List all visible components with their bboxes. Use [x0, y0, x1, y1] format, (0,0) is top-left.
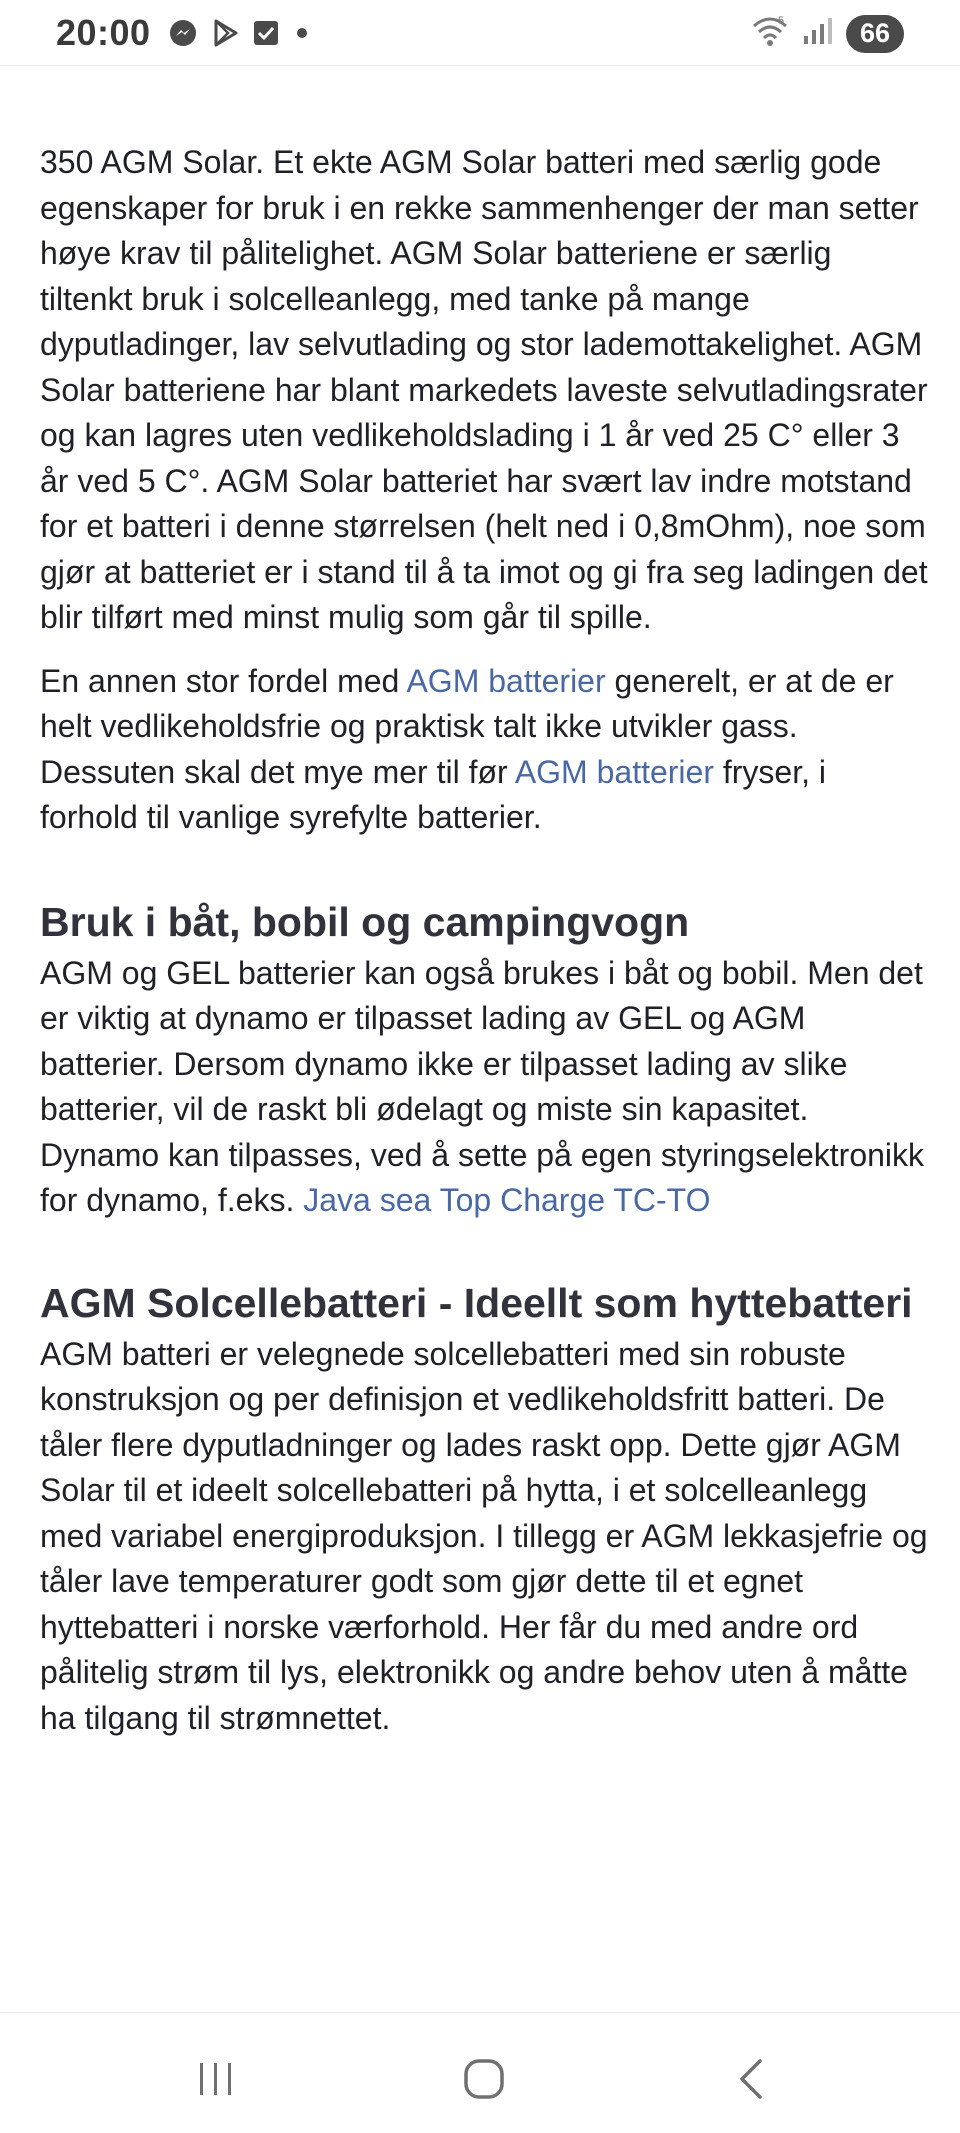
- agm-batteries-link-1[interactable]: AGM batterier: [406, 662, 606, 699]
- boat-heading: Bruk i båt, bobil og campingvogn: [40, 898, 690, 945]
- article-content: [40, 140, 930, 1741]
- messenger-icon: [168, 18, 198, 48]
- system-icons: [750, 14, 904, 53]
- boat-text: AGM og GEL batterier kan også brukes i båt og bobil. Men det er viktig at dynamo er tilpasset lading av GEL og AGM batterier. Dersom dynamo ikke er tilpasset lading av slike batterier, vil de raskt bli ødelagt og miste sin kapasitet. Dynamo kan tilpasses, ved å sette på egen styringselektronikk for dynamo, f.eks.: [40, 954, 925, 1218]
- intro-paragraph: 350 AGM Solar. Et ekte AGM Solar batteri med særlig gode egenskaper for bruk i en rekke sammenhenger der man setter høye krav til pålitelighet. AGM Solar batteriene er særlig tiltenkt bruk i solcelleanlegg, med tanke på mange dyputladinger, lav selvutlading og stor lademottakelighet. AGM Solar batteriene har blant markedets laveste selvutladingsrater og kan lagres uten vedlikeholdslading i 1 år ved 25 C° eller 3 år ved 5 C°. AGM Solar batteriet har svært lav indre motstand for et batteri i denne størrelsen (helt ned i 0,8mOhm), noe som gjør at batteriet er i stand til å ta imot og gi fra seg ladingen det blir tilført med minst mulig som går til spille.: [40, 144, 928, 635]
- recent-apps-button[interactable]: [186, 2049, 246, 2109]
- java-sea-link[interactable]: Java sea Top Charge TC-TO: [303, 1182, 711, 1218]
- solar-heading: AGM Solcellebatteri - Ideellt som hyttebatteri: [40, 1279, 913, 1326]
- dot-icon: [292, 23, 312, 43]
- solar-paragraph: AGM batteri er velegnede solcellebatteri med sin robuste konstruksjon og per definisjon et vedlikeholdsfritt batteri. De tåler flere dyputladninger og lades raskt opp. Dette gjør AGM Solar til et ideelt solcellebatteri på hytta, i et solcelleanlegg med variabel energiproduksjon. I tillegg er AGM lekkasjefrie og tåler lave temperaturer godt som gjør dette til et egnet hyttebatteri i norske værforhold. Her får du med andre ord pålitelig strøm til lys, elektronikk og andre behov uten å måtte ha tilgang til strømnettet.: [40, 1335, 928, 1736]
- notification-icons: [168, 18, 312, 48]
- back-button[interactable]: [722, 2049, 782, 2109]
- play-store-icon: [210, 18, 240, 48]
- home-button[interactable]: [454, 2049, 514, 2109]
- status-time: 20:00: [56, 12, 151, 53]
- boat-paragraph: [40, 951, 930, 1224]
- status-bar: [0, 0, 960, 66]
- p2-text-2: generelt, er at de er helt vedlikeholdsfrie og praktisk talt ikke utvikler gass. Dessuten skal det mye mer til før: [40, 662, 894, 790]
- back-icon: [732, 2056, 772, 2102]
- recent-apps-icon: [194, 2059, 238, 2099]
- agm-batteries-link-2[interactable]: AGM batterier: [514, 753, 714, 790]
- navigation-bar: [0, 2012, 960, 2133]
- wifi-icon: [750, 14, 790, 53]
- agm-advantages-paragraph: [40, 659, 930, 841]
- checkbox-icon: [252, 19, 280, 47]
- home-icon: [461, 2056, 507, 2102]
- battery-icon: 66: [846, 15, 904, 53]
- p2-text-3: fryser, i forhold til vanlige syrefylte batterier.: [40, 753, 826, 835]
- signal-icon: [802, 16, 834, 51]
- p2-text-1: En annen stor fordel med: [40, 662, 407, 699]
- wifi-label: 5: [778, 15, 785, 27]
